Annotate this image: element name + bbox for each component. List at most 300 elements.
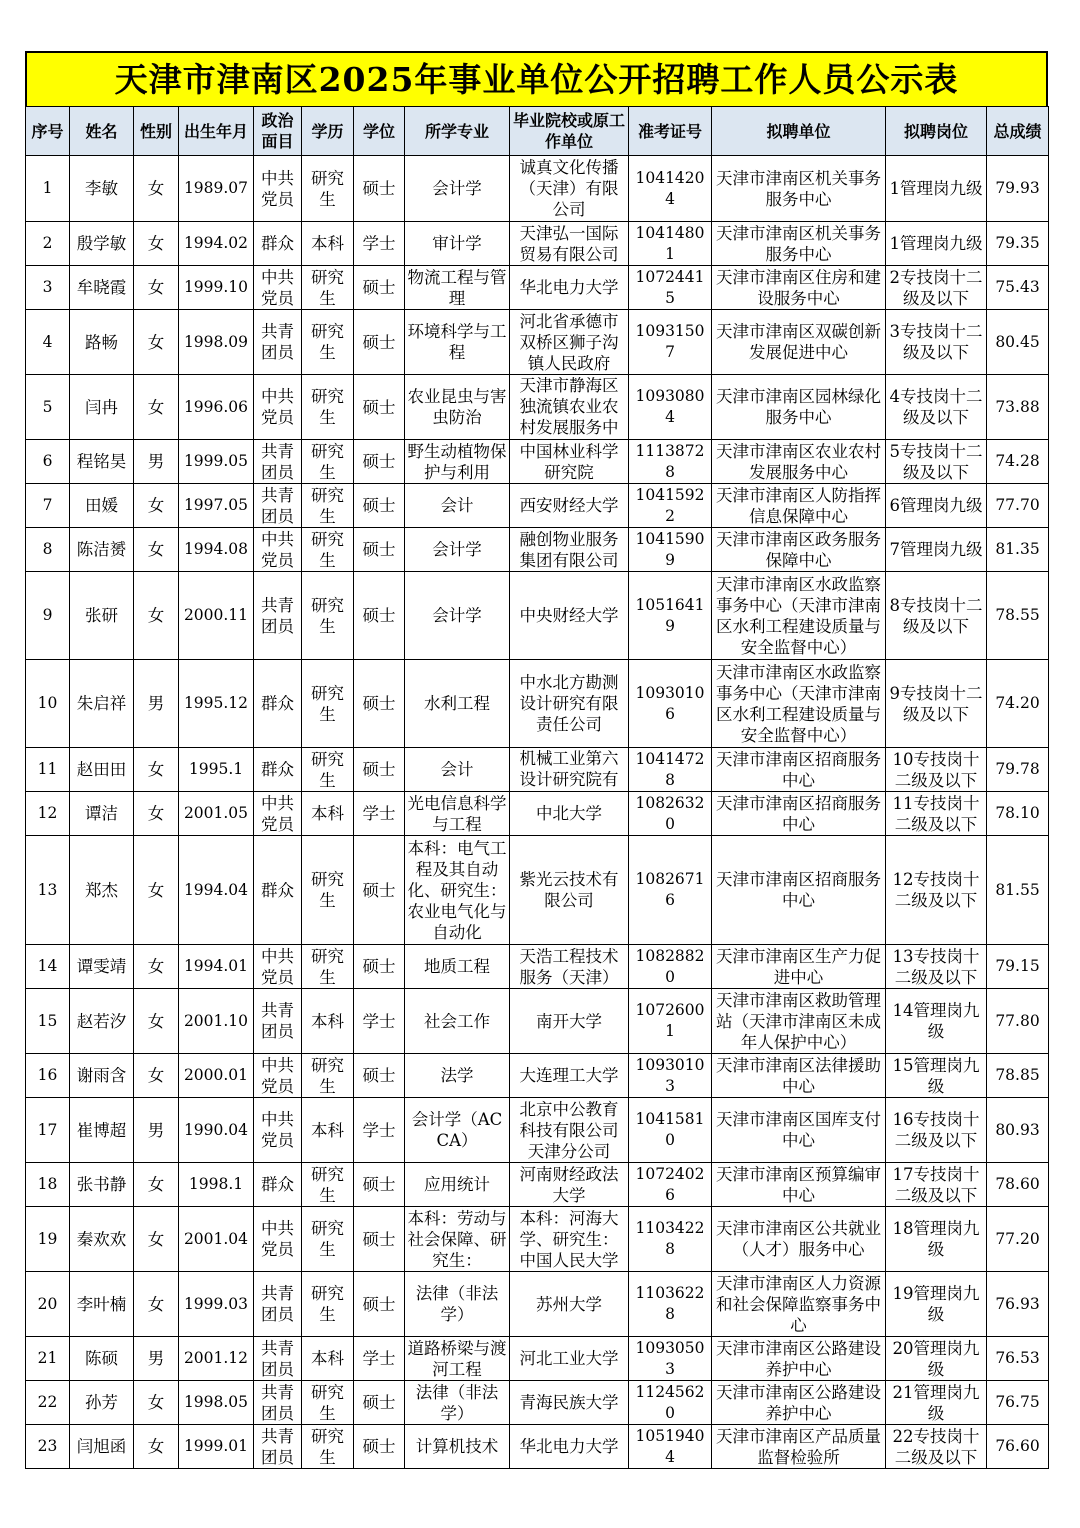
cell-education-text: 研究生: [311, 387, 344, 427]
cell-degree: [354, 1425, 405, 1469]
cell-exam-id: [629, 1272, 712, 1337]
cell-education: [302, 1272, 354, 1337]
cell-position-text: 9专技岗十二级及以下: [889, 683, 983, 724]
cell-name: [70, 748, 134, 792]
cell-name: [70, 1207, 134, 1272]
cell-position: [886, 375, 987, 440]
table-row: [26, 156, 1049, 222]
cell-birth-text: 1990.04: [183, 1120, 249, 1139]
cell-major-text: 道路桥梁与渡河工程: [407, 1338, 507, 1379]
cell-education-text: 研究生: [311, 595, 344, 636]
cell-no: [26, 1098, 70, 1163]
cell-name: [70, 1272, 134, 1337]
cell-position-text: 2专技岗十二级及以下: [889, 267, 983, 308]
cell-degree: [354, 1272, 405, 1337]
cell-no: [26, 945, 70, 989]
cell-school: [510, 156, 629, 222]
cell-birth-text: 1998.05: [183, 1393, 249, 1411]
cell-degree: [354, 1381, 405, 1425]
cell-exam-id-text: 10415922: [635, 485, 705, 525]
cell-political-text: 共青团员: [261, 595, 294, 636]
cell-birth-text: 1999.10: [183, 278, 249, 296]
cell-no: [26, 792, 70, 836]
cell-name: [70, 484, 134, 528]
cell-score: [987, 1272, 1049, 1337]
cell-birth-text: 1998.1: [188, 1175, 244, 1193]
cell-no: [26, 440, 70, 484]
cell-school: [510, 1098, 629, 1163]
cell-political-text: 共青团员: [261, 1284, 294, 1324]
cell-exam-id-text: 10931507: [635, 322, 705, 361]
cell-no: [26, 1207, 70, 1272]
cell-exam-id: [629, 156, 712, 222]
cell-degree-text: 硕士: [362, 1393, 396, 1412]
cell-position-text: 17专技岗十二级及以下: [892, 1164, 980, 1205]
cell-unit-text: 天津市津南区人防指挥信息保障中心: [716, 485, 881, 526]
cell-gender: [134, 310, 179, 375]
cell-major-text: 会计: [440, 496, 474, 515]
cell-name: [70, 440, 134, 484]
cell-exam-id-text: 11034228: [635, 1219, 705, 1258]
cell-name-text: 路畅: [85, 332, 118, 352]
cell-school: [510, 792, 629, 836]
cell-education-text: 本科: [311, 1011, 344, 1031]
cell-score: [987, 1207, 1049, 1272]
cell-major-text: 环境科学与工程: [407, 322, 507, 362]
cell-unit: [712, 1163, 886, 1207]
cell-birth: [179, 440, 254, 484]
cell-school-text: 青海民族大学: [519, 1393, 619, 1412]
cell-unit-text: 天津市津南区住房和建设服务中心: [716, 267, 881, 308]
cell-exam-id-text: 10726001: [635, 1001, 705, 1040]
cell-exam-id-text: 10414728: [635, 749, 705, 789]
table-row: [26, 660, 1049, 748]
cell-major: [405, 528, 510, 572]
cell-school-text: 天津弘一国际贸易有限公司: [519, 223, 619, 264]
cell-education-text: 研究生: [311, 870, 344, 910]
cell-degree: [354, 1054, 405, 1098]
cell-score: [987, 222, 1049, 266]
cell-degree: [354, 748, 405, 792]
cell-unit: [712, 375, 886, 440]
cell-school-text: 本科：河海大学、研究生：中国人民大学: [519, 1208, 619, 1270]
table-row: [26, 989, 1049, 1054]
cell-birth: [179, 945, 254, 989]
cell-school: [510, 660, 629, 748]
cell-degree: [354, 989, 405, 1054]
cell-exam-id-text: 10519404: [635, 1426, 705, 1466]
cell-degree: [354, 572, 405, 660]
cell-school: [510, 528, 629, 572]
cell-education: [302, 266, 354, 310]
cell-school-text: 西安财经大学: [519, 496, 619, 515]
cell-school: [510, 484, 629, 528]
cell-gender: [134, 836, 179, 945]
cell-education: [302, 748, 354, 792]
cell-birth: [179, 1163, 254, 1207]
cell-education-text: 本科: [311, 1120, 344, 1140]
cell-degree-text: 硕士: [362, 760, 396, 779]
cell-gender-text: 男: [147, 1349, 165, 1368]
cell-major: [405, 1098, 510, 1163]
cell-no-text: 15: [37, 1011, 58, 1030]
cell-score-text: 81.55: [995, 880, 1040, 899]
table-row: [26, 528, 1049, 572]
cell-position-text: 3专技岗十二级及以下: [889, 322, 983, 362]
cell-no-text: 13: [37, 880, 58, 899]
cell-unit: [712, 945, 886, 989]
table-row: [26, 484, 1049, 528]
cell-exam-id: [629, 440, 712, 484]
cell-political: [254, 945, 302, 989]
cell-education-text: 研究生: [311, 1382, 344, 1423]
cell-gender: [134, 484, 179, 528]
cell-major-text: 法学: [440, 1066, 474, 1085]
cell-degree-text: 硕士: [362, 278, 396, 297]
cell-name-text: 赵田田: [76, 760, 127, 779]
cell-name-text: 秦欢欢: [76, 1229, 127, 1249]
table-row: [26, 222, 1049, 266]
cell-birth-text: 2000.11: [183, 606, 249, 624]
cell-score: [987, 1425, 1049, 1469]
cell-school: [510, 1272, 629, 1337]
cell-exam-id-text: 10415810: [635, 1110, 705, 1149]
cell-unit: [712, 484, 886, 528]
cell-name: [70, 1425, 134, 1469]
cell-unit-text: 天津市津南区水政监察事务中心（天津市津南区水利工程建设质量与安全监督中心）: [716, 574, 881, 657]
cell-degree-text: 硕士: [362, 397, 396, 417]
cell-degree: [354, 836, 405, 945]
cell-name: [70, 156, 134, 222]
cell-unit-text: 天津市津南区生产力促进中心: [716, 946, 881, 987]
cell-name-text: 崔博超: [76, 1120, 127, 1140]
cell-no: [26, 1163, 70, 1207]
cell-exam-id-text: 10930103: [635, 1055, 705, 1095]
cell-no-text: 2: [42, 234, 53, 252]
cell-major: [405, 310, 510, 375]
cell-political-text: 共青团员: [261, 1382, 294, 1423]
cell-position: [886, 945, 987, 989]
cell-no: [26, 748, 70, 792]
cell-school: [510, 222, 629, 266]
cell-school: [510, 310, 629, 375]
cell-school-text: 中央财经大学: [519, 606, 619, 625]
cell-education-text: 研究生: [311, 529, 344, 570]
cell-position-text: 7管理岗九级: [889, 540, 983, 559]
cell-education: [302, 1425, 354, 1469]
cell-birth: [179, 1054, 254, 1098]
cell-exam-id: [629, 989, 712, 1054]
cell-gender-text: 女: [147, 880, 165, 900]
page-title: 天津市津南区2025年事业单位公开招聘工作人员公示表: [25, 51, 1048, 106]
cell-no: [26, 484, 70, 528]
cell-political-text: 中共党员: [261, 946, 294, 987]
cell-exam-id-text: 10724415: [635, 267, 705, 307]
cell-score: [987, 528, 1049, 572]
cell-birth-text: 1994.08: [183, 540, 249, 558]
cell-political-text: 中共党员: [261, 1055, 294, 1096]
cell-no-text: 11: [37, 760, 58, 778]
cell-position: [886, 1425, 987, 1469]
cell-name-text: 李敏: [85, 179, 118, 198]
cell-school: [510, 989, 629, 1054]
cell-exam-id: [629, 484, 712, 528]
cell-degree-text: 硕士: [362, 1229, 396, 1249]
cell-position: [886, 792, 987, 836]
cell-no: [26, 222, 70, 266]
cell-position-text: 14管理岗九级: [892, 1001, 980, 1041]
cell-education-text: 研究生: [311, 1055, 344, 1096]
cell-school-text: 诚真文化传播（天津）有限公司: [519, 158, 619, 219]
cell-unit-text: 天津市津南区公路建设养护中心: [716, 1338, 881, 1379]
cell-gender-text: 男: [147, 452, 165, 471]
cell-birth-text: 2000.01: [183, 1066, 249, 1084]
cell-education-text: 本科: [311, 804, 344, 823]
cell-school: [510, 1337, 629, 1381]
cell-birth: [179, 222, 254, 266]
cell-education: [302, 1381, 354, 1425]
cell-degree: [354, 1337, 405, 1381]
cell-score-text: 79.15: [995, 957, 1040, 975]
cell-position: [886, 572, 987, 660]
cell-birth-text: 1996.06: [183, 397, 249, 416]
cell-degree-text: 学士: [362, 1011, 396, 1031]
cell-degree-text: 硕士: [362, 1294, 396, 1314]
cell-major-text: 法律（非法学）: [415, 1382, 499, 1423]
cell-position-text: 13专技岗十二级及以下: [892, 946, 980, 987]
table-row: [26, 748, 1049, 792]
cell-education: [302, 222, 354, 266]
cell-major: [405, 222, 510, 266]
cell-no-text: 21: [37, 1349, 58, 1367]
cell-no-text: 6: [42, 452, 53, 470]
cell-exam-id-text: 10516419: [635, 595, 705, 635]
cell-political-text: 共青团员: [261, 1001, 294, 1041]
cell-name-text: 郑杰: [85, 880, 118, 900]
cell-position: [886, 748, 987, 792]
cell-political-text: 中共党员: [261, 387, 294, 427]
cell-position-text: 8专技岗十二级及以下: [889, 595, 983, 636]
cell-score-text: 81.35: [995, 540, 1040, 558]
cell-political: [254, 310, 302, 375]
cell-unit: [712, 156, 886, 222]
table-row: [26, 266, 1049, 310]
cell-exam-id: [629, 375, 712, 440]
table-header-row: [26, 107, 1049, 156]
cell-name-text: 程铭昊: [76, 452, 127, 471]
cell-unit: [712, 266, 886, 310]
cell-gender: [134, 1272, 179, 1337]
cell-no: [26, 375, 70, 440]
cell-school-text: 中北大学: [536, 804, 602, 823]
cell-major-text: 地质工程: [424, 957, 490, 976]
cell-gender: [134, 1054, 179, 1098]
header-education: 学历: [302, 107, 354, 156]
cell-position: [886, 1163, 987, 1207]
cell-gender-text: 男: [147, 1120, 165, 1140]
cell-position: [886, 1272, 987, 1337]
cell-major: [405, 1425, 510, 1469]
cell-education: [302, 440, 354, 484]
cell-political: [254, 1272, 302, 1337]
cell-political-text: 群众: [261, 880, 294, 900]
cell-school-text: 华北电力大学: [519, 278, 619, 297]
cell-education-text: 研究生: [311, 683, 344, 724]
recruitment-table: [25, 106, 1049, 1469]
cell-no-text: 5: [42, 397, 53, 416]
cell-degree: [354, 660, 405, 748]
cell-no: [26, 266, 70, 310]
table-row: [26, 1098, 1049, 1163]
cell-birth: [179, 266, 254, 310]
cell-unit: [712, 836, 886, 945]
cell-score-text: 79.35: [995, 234, 1040, 252]
cell-school: [510, 1163, 629, 1207]
cell-gender-text: 女: [147, 540, 165, 559]
cell-major-text: 野生动植物保护与利用: [407, 441, 507, 482]
cell-political: [254, 1337, 302, 1381]
cell-score-text: 75.43: [995, 278, 1040, 296]
cell-score: [987, 1054, 1049, 1098]
cell-unit: [712, 1098, 886, 1163]
table-row: [26, 1054, 1049, 1098]
cell-political-text: 中共党员: [261, 168, 294, 209]
cell-political: [254, 1098, 302, 1163]
cell-name: [70, 310, 134, 375]
cell-school-text: 华北电力大学: [519, 1437, 619, 1456]
header-name: 姓名: [70, 107, 134, 156]
cell-unit-text: 天津市津南区产品质量监督检验所: [716, 1426, 881, 1467]
cell-position-text: 4专技岗十二级及以下: [889, 387, 983, 427]
table-row: [26, 310, 1049, 375]
cell-education: [302, 528, 354, 572]
cell-exam-id: [629, 1054, 712, 1098]
cell-political-text: 群众: [261, 234, 294, 253]
cell-no-text: 19: [37, 1229, 58, 1248]
cell-name-text: 谢雨含: [76, 1066, 127, 1085]
cell-score-text: 78.60: [995, 1175, 1040, 1193]
cell-unit: [712, 989, 886, 1054]
cell-position-text: 20管理岗九级: [892, 1338, 980, 1379]
cell-gender-text: 女: [147, 1011, 165, 1031]
cell-score-text: 77.70: [995, 496, 1040, 514]
cell-birth: [179, 1272, 254, 1337]
cell-school-text: 河北工业大学: [519, 1349, 619, 1368]
cell-unit: [712, 1054, 886, 1098]
cell-unit-text: 天津市津南区公共就业（人才）服务中心: [716, 1219, 881, 1259]
cell-position-text: 5专技岗十二级及以下: [889, 441, 983, 482]
cell-major-text: 光电信息科学与工程: [407, 793, 507, 834]
cell-education: [302, 1163, 354, 1207]
cell-no-text: 23: [37, 1437, 58, 1455]
cell-political-text: 中共党员: [261, 793, 294, 834]
cell-degree: [354, 156, 405, 222]
cell-major-text: 会计学: [432, 606, 482, 625]
cell-unit-text: 天津市津南区救助管理站（天津市津南区未成年人保护中心）: [716, 990, 881, 1052]
cell-exam-id: [629, 1381, 712, 1425]
table-row: [26, 1425, 1049, 1469]
cell-unit-text: 天津市津南区预算编审中心: [716, 1164, 881, 1205]
cell-name: [70, 989, 134, 1054]
cell-gender: [134, 156, 179, 222]
table-row: [26, 836, 1049, 945]
cell-gender: [134, 222, 179, 266]
cell-exam-id: [629, 660, 712, 748]
cell-education: [302, 989, 354, 1054]
cell-degree-text: 硕士: [362, 332, 396, 352]
cell-score: [987, 660, 1049, 748]
cell-score: [987, 945, 1049, 989]
cell-education: [302, 310, 354, 375]
cell-gender: [134, 440, 179, 484]
cell-school-text: 紫光云技术有限公司: [519, 870, 619, 910]
cell-exam-id-text: 10930503: [635, 1338, 705, 1378]
cell-score: [987, 1381, 1049, 1425]
header-gender: 性别: [134, 107, 179, 156]
cell-school-text: 北京中公教育科技有限公司天津分公司: [519, 1099, 619, 1161]
cell-education: [302, 156, 354, 222]
cell-major: [405, 836, 510, 945]
cell-degree: [354, 1098, 405, 1163]
cell-major: [405, 1054, 510, 1098]
cell-school: [510, 1425, 629, 1469]
cell-no: [26, 528, 70, 572]
cell-gender: [134, 792, 179, 836]
cell-position-text: 15管理岗九级: [892, 1055, 980, 1096]
cell-no: [26, 1337, 70, 1381]
cell-score: [987, 1163, 1049, 1207]
cell-name-text: 赵若汐: [76, 1011, 127, 1031]
cell-position: [886, 989, 987, 1054]
cell-education-text: 研究生: [311, 322, 344, 362]
cell-gender-text: 女: [147, 179, 165, 198]
cell-exam-id-text: 10826716: [635, 870, 705, 909]
cell-political: [254, 836, 302, 945]
cell-score-text: 79.78: [995, 760, 1040, 778]
cell-score-text: 80.45: [995, 332, 1040, 351]
cell-exam-id: [629, 836, 712, 945]
cell-political-text: 群众: [261, 694, 294, 713]
cell-unit-text: 天津市津南区人力资源和社会保障监察事务中心: [716, 1273, 881, 1335]
cell-gender: [134, 748, 179, 792]
cell-no-text: 20: [37, 1294, 58, 1313]
cell-position-text: 21管理岗九级: [892, 1382, 980, 1423]
cell-no: [26, 572, 70, 660]
cell-birth-text: 2001.04: [183, 1229, 249, 1248]
cell-exam-id: [629, 748, 712, 792]
cell-school-text: 南开大学: [536, 1011, 602, 1031]
cell-education: [302, 660, 354, 748]
cell-degree-text: 硕士: [362, 496, 396, 515]
cell-degree-text: 硕士: [362, 1175, 396, 1194]
cell-education: [302, 945, 354, 989]
cell-gender-text: 女: [147, 397, 165, 417]
cell-score: [987, 156, 1049, 222]
cell-birth-text: 1989.07: [183, 179, 249, 197]
cell-education-text: 研究生: [311, 946, 344, 987]
cell-score-text: 79.93: [995, 179, 1040, 197]
cell-birth-text: 1999.01: [183, 1437, 249, 1455]
cell-name: [70, 660, 134, 748]
cell-degree-text: 硕士: [362, 452, 396, 471]
cell-exam-id: [629, 1098, 712, 1163]
cell-school-text: 机械工业第六设计研究院有: [519, 749, 619, 789]
cell-no-text: 14: [37, 957, 58, 975]
table-row: [26, 1272, 1049, 1337]
cell-unit-text: 天津市津南区园林绿化服务中心: [716, 387, 881, 427]
cell-gender: [134, 1207, 179, 1272]
cell-gender-text: 女: [147, 957, 165, 976]
